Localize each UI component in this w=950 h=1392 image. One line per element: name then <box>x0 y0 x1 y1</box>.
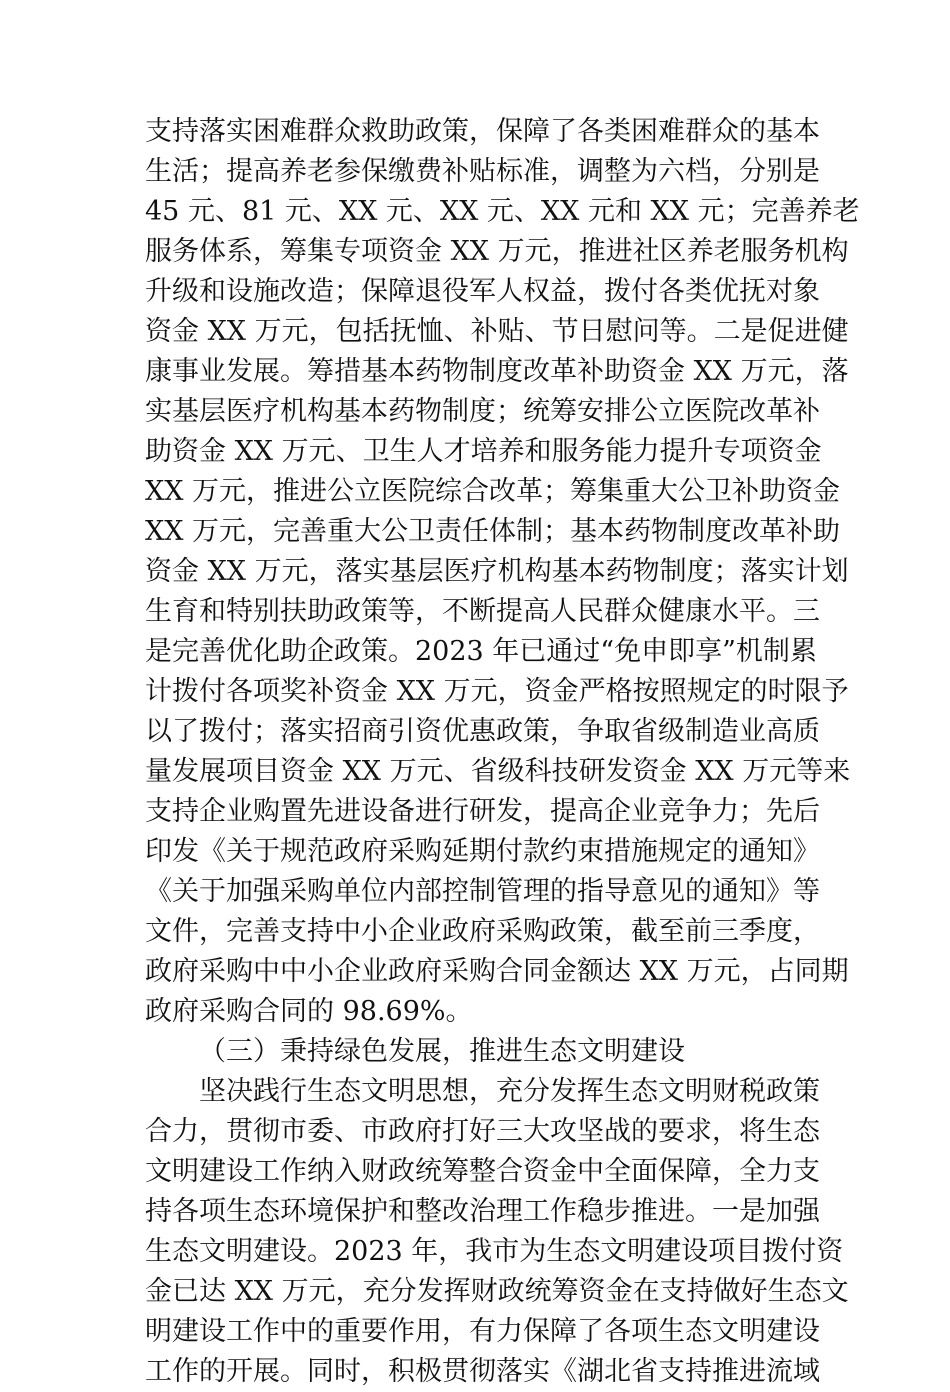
body-line: 是完善优化助企政策。2023 年已通过“免申即享”机制累 <box>145 636 817 667</box>
body-line: 生育和特别扶助政策等，不断提高人民群众健康水平。三 <box>145 596 820 627</box>
body-line: 康事业发展。筹措基本药物制度改革补助资金 XX 万元，落 <box>145 356 849 387</box>
body-line: 文明建设工作纳入财政统筹整合资金中全面保障，全力支 <box>145 1156 820 1187</box>
body-line: 《关于加强采购单位内部控制管理的指导意见的通知》等 <box>145 876 820 907</box>
body-line: XX 万元，完善重大公卫责任体制；基本药物制度改革补助 <box>145 516 841 547</box>
document-body <box>145 112 860 1392</box>
section-heading: （三）秉持绿色发展，推进生态文明建设 <box>199 1036 685 1067</box>
body-line: 政府采购中中小企业政府采购合同金额达 XX 万元，占同期 <box>145 956 849 987</box>
body-line: 45 元、81 元、XX 元、XX 元、XX 元和 XX 元；完善养老 <box>145 196 860 227</box>
body-line: XX 万元，推进公立医院综合改革；筹集重大公卫补助资金 <box>145 476 841 507</box>
body-line: 生活；提高养老参保缴费补贴标准，调整为六档，分别是 <box>145 156 820 187</box>
body-line: 印发《关于规范政府采购延期付款约束措施规定的通知》 <box>145 836 820 867</box>
body-line: 明建设工作中的重要作用，有力保障了各项生态文明建设 <box>145 1316 820 1347</box>
body-line: 生态文明建设。2023 年，我市为生态文明建设项目拨付资 <box>145 1236 844 1267</box>
body-line: 支持落实困难群众救助政策，保障了各类困难群众的基本 <box>145 116 820 147</box>
body-line: 坚决践行生态文明思想，充分发挥生态文明财税政策 <box>199 1076 820 1107</box>
body-line: 资金 XX 万元，落实基层医疗机构基本药物制度；落实计划 <box>145 556 849 587</box>
body-line: 实基层医疗机构基本药物制度；统筹安排公立医院改革补 <box>145 396 820 427</box>
body-line: 文件，完善支持中小企业政府采购政策，截至前三季度， <box>145 916 820 947</box>
body-line: 升级和设施改造；保障退役军人权益，拨付各类优抚对象 <box>145 276 820 307</box>
body-line: 合力，贯彻市委、市政府打好三大攻坚战的要求，将生态 <box>145 1116 820 1147</box>
body-line: 政府采购合同的 98.69%。 <box>145 996 473 1027</box>
body-line: 服务体系，筹集专项资金 XX 万元，推进社区养老服务机构 <box>145 236 849 267</box>
body-line: 计拨付各项奖补资金 XX 万元，资金严格按照规定的时限予 <box>145 676 849 707</box>
body-line: 以了拨付；落实招商引资优惠政策，争取省级制造业高质 <box>145 716 820 747</box>
body-line: 金已达 XX 万元，充分发挥财政统筹资金在支持做好生态文 <box>145 1276 849 1307</box>
body-line: 持各项生态环境保护和整改治理工作稳步推进。一是加强 <box>145 1196 820 1227</box>
body-line: 支持企业购置先进设备进行研发，提高企业竞争力；先后 <box>145 796 820 827</box>
body-line: 量发展项目资金 XX 万元、省级科技研发资金 XX 万元等来 <box>145 756 851 787</box>
body-line: 工作的开展。同时，积极贯彻落实《湖北省支持推进流域 <box>145 1356 820 1387</box>
body-line: 资金 XX 万元，包括抚恤、补贴、节日慰问等。二是促进健 <box>145 316 849 347</box>
body-line: 助资金 XX 万元、卫生人才培养和服务能力提升专项资金 <box>145 436 822 467</box>
